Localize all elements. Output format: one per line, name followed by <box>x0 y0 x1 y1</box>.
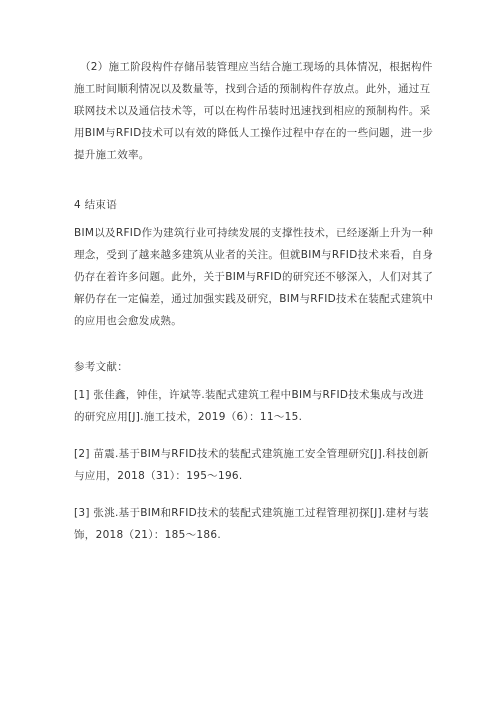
reference-item-1: [1] 张佳鑫，钟佳，许斌等.装配式建筑工程中BIM与RFID技术集成与改进的研究应用[J].施工技术，2019（6）：11～15. <box>74 389 424 423</box>
paragraph-text: BIM以及RFID作为建筑行业可持续发展的支撑性技术，已经逐渐上升为一种理念，受到了越来越多建筑从业者的关注。但就BIM与RFID技术来看，自身仍存在着许多问题。此外，关于BIM与RFID的研究还不够深入，人们对其了解仍存在一定偏差，通过加强实践及研究，BIM与RFID技术在装配式建筑中的应用也会愈发成熟。 <box>74 227 434 327</box>
paragraph-conclusion <box>74 222 434 332</box>
reference-item-3: [3] 张洮.基于BIM和RFID技术的装配式建筑施工过程管理初探[J].建材与装饰，2018（21）：185～186. <box>74 507 429 541</box>
reference-item-2: [2] 苗震.基于BIM与RFID技术的装配式建筑施工安全管理研究[J].科技创新与应用，2018（31）：195～196. <box>74 448 429 482</box>
references-title: 参考文献： <box>74 361 128 373</box>
paragraph-construction-storage <box>74 56 434 166</box>
paragraph-text: （2）施工阶段构件存储吊装管理应当结合施工现场的具体情况，根据构件施工时间顺利情况以及数量等，找到合适的预制构件存放点。此外，通过互联网技术以及通信技术等，可以在构件吊装时迅速找到相应的预制构件。采用BIM与RFID技术可以有效的降低人工操作过程中存在的一些问题，进一步提升施工效率。 <box>74 61 434 161</box>
section-heading-conclusion: 4 结束语 <box>74 199 118 211</box>
